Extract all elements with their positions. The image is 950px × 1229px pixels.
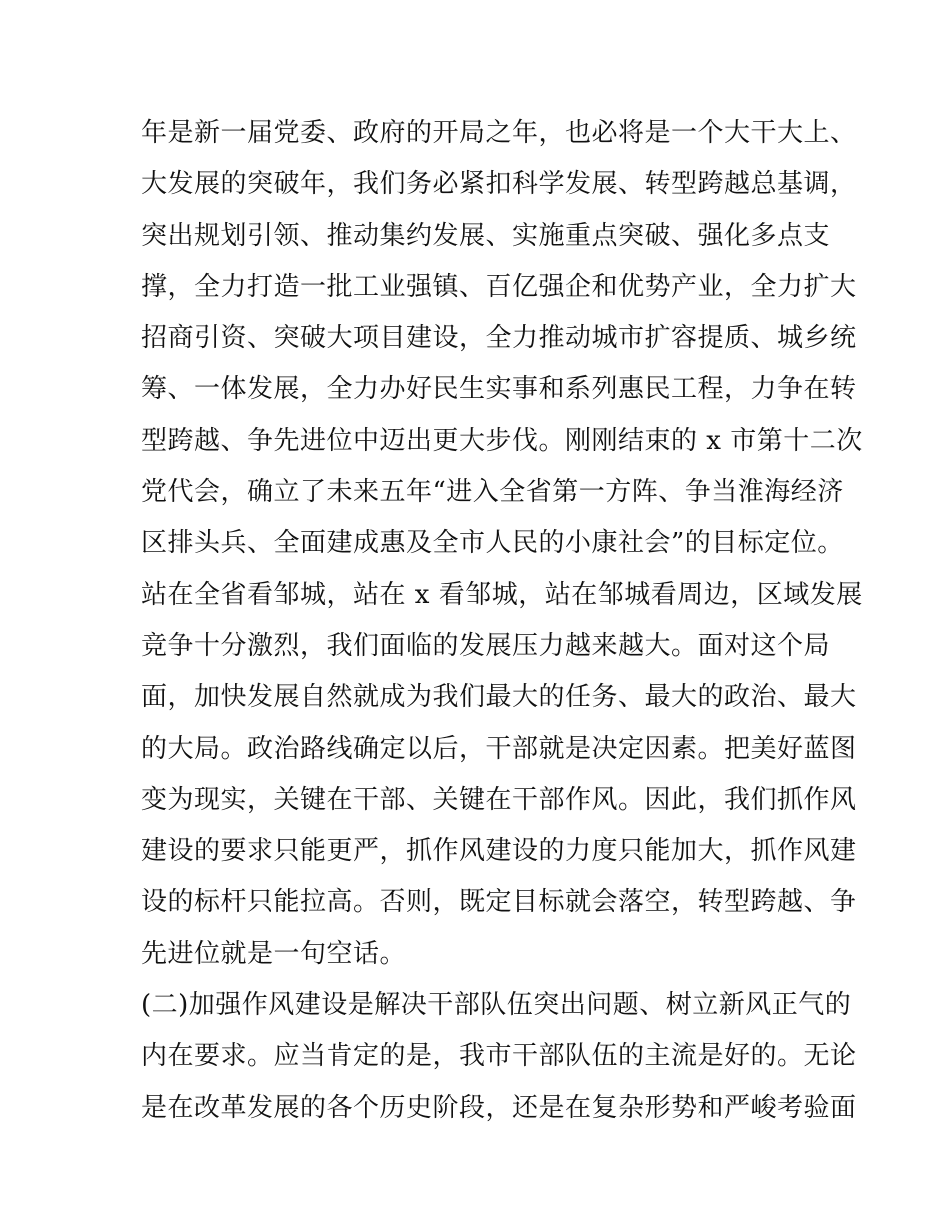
text-line: 的大局。政治路线确定以后，干部就是决定因素。把美好蓝图 [141,733,857,764]
text-line: 内在要求。应当肯定的是，我市干部队伍的主流是好的。无论 [141,1041,857,1072]
text-line: 变为现实，关键在干部、关键在干部作风。因此，我们抓作风 [141,784,857,815]
text-line: 是在改革发展的各个历史阶段，还是在复杂形势和严峻考验面 [141,1092,857,1123]
text-line: 面，加快发展自然就成为我们最大的任务、最大的政治、最大 [141,682,857,713]
text-line: 党代会，确立了未来五年“进入全省第一方阵、争当淮海经济 [141,477,844,508]
text-line: 招商引资、突破大项目建设，全力推动城市扩容提质、城乡统 [141,323,857,354]
text-line: 撑，全力打造一批工业强镇、百亿强企和优势产业，全力扩大 [141,271,857,302]
text-line: 大发展的突破年，我们务必紧扣科学发展、转型跨越总基调， [141,169,857,200]
text-line: 筹、一体发展，全力办好民生实事和系列惠民工程，力争在转 [141,374,857,405]
text-line: 竞争十分激烈，我们面临的发展压力越来越大。面对这个局 [141,630,831,661]
text-line: 先进位就是一句空话。 [141,938,407,969]
text-line: 突出规划引领、推动集约发展、实施重点突破、强化多点支 [141,220,831,251]
text-line: 区排头兵、全面建成惠及全市人民的小康社会”的目标定位。 [141,528,844,559]
text-line: 年是新一届党委、政府的开局之年，也必将是一个大干大上、 [141,118,857,148]
text-line: 设的标杆只能拉高。否则，既定目标就会落空，转型跨越、争 [141,887,857,918]
text-line: 建设的要求只能更严，抓作风建设的力度只能加大，抓作风建 [141,836,857,867]
document-body [141,108,863,1134]
text-line: 站在全省看邹城，站在 x 看邹城，站在邹城看周边，区域发展 [141,579,863,610]
text-line: (二)加强作风建设是解决干部队伍突出问题、树立新风正气的 [141,990,852,1021]
text-line: 型跨越、争先进位中迈出更大步伐。刚刚结束的 x 市第十二次 [141,425,863,456]
